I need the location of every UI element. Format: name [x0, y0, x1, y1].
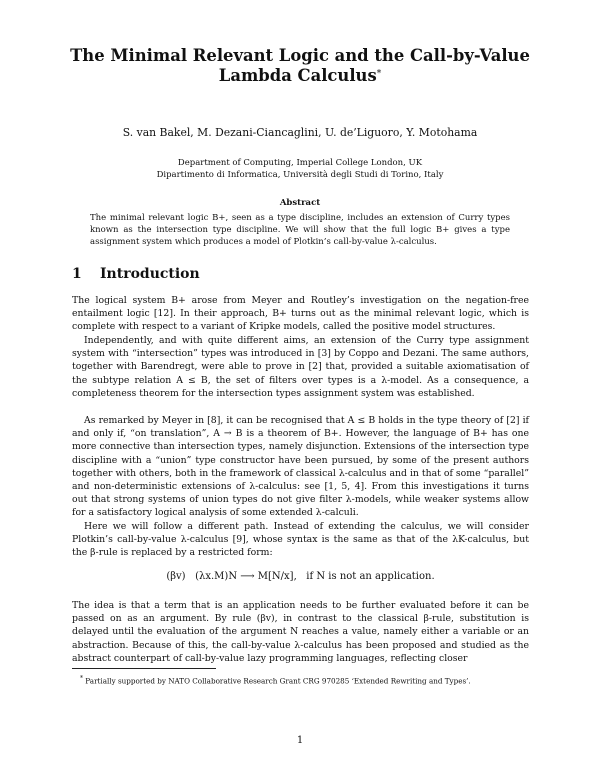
title-footnote-mark: *	[376, 69, 382, 79]
title-line-2-text: Lambda Calculus	[218, 66, 377, 85]
section-title: Introduction	[100, 266, 200, 282]
equation-condition: if N is not an application.	[306, 571, 435, 582]
affiliation-torino: Dipartimento di Informatica, Università degli Studi di Torino, Italy	[156, 170, 444, 180]
title-line-2	[60, 66, 540, 86]
abstract-heading: Abstract	[279, 198, 321, 208]
beta-v-rule-equation	[72, 571, 529, 582]
paragraph-1: The logical system B+ arose from Meyer and Routley’s investigation on the negation-free entailment logic [12]. In their approach, B+ turns out as the minimal relevant logic, which is complete with respect to a variant of Kripke models, called the positive model structures.	[72, 295, 529, 333]
section-heading	[72, 266, 200, 282]
footnote	[80, 674, 471, 686]
footnote-mark: *	[80, 675, 83, 682]
equation-body: (λx.M)N ⟶ M[N/x],	[195, 571, 297, 582]
equation-label: (βv)	[166, 571, 186, 582]
title-line-1: The Minimal Relevant Logic and the Call-by-Value	[70, 46, 530, 65]
paragraph-2: Independently, and with quite different aims, an extension of the Curry type assignment system with “intersection” types was introduced in [3] by Coppo and Dezani. The same authors, together with Barendregt, were able to prove in [2] that, provided a suitable axiomatisation of the subtype relation A ≤ B, the set of filters over types is a λ-model. As a consequence, a completeness theorem for the intersection types assignment system was established.	[72, 335, 529, 399]
paragraph-5: The idea is that a term that is an application needs to be further evaluated before it can be passed on as an argument. By rule (βv), in contrast to the classical β-rule, substitution is delayed until the evaluation of the argument N reaches a value, namely either a variable or an abstraction. Because of this, the call-by-value λ-calculus has been proposed and studied as the abstract counterpart of call-by-value lazy programming languages, reflecting closer	[72, 600, 529, 664]
footnote-text: Partially supported by NATO Collaborative Research Grant CRG 970285 ‘Extended Rewriting and Types’.	[85, 676, 471, 686]
paper-title	[60, 46, 540, 86]
abstract-text: The minimal relevant logic B+, seen as a type discipline, includes an extension of Curry types known as the intersection type discipline. We will show that the full logic B+ gives a type assignment system which produces a model of Plotkin’s call-by-value λ-calculus.	[90, 213, 510, 247]
section-number: 1	[72, 266, 82, 282]
affiliation-imperial: Department of Computing, Imperial College London, UK	[177, 158, 423, 168]
paragraph-3: As remarked by Meyer in [8], it can be recognised that A ≤ B holds in the type theory of [2] if and only if, “on translation”, A → B is a theorem of B+. However, the language of B+ has one more connective than intersection types, namely disjunction. Extensions of the intersection type discipline with a “union” type constructor have been pursued, by some of the present authors together with others, both in the framework of classical λ-calculus and in that of some “parallel” and non-deterministic extensions of λ-calculus: see [1, 5, 4]. From this investigations it turns out that strong systems of union types do not give filter λ-models, while weaker systems allow for a satisfactory logical analysis of some extended λ-calculi.	[72, 415, 529, 519]
footnote-rule	[72, 668, 216, 669]
paragraph-4: Here we will follow a different path. Instead of extending the calculus, we will consider Plotkin’s call-by-value λ-calculus [9], whose syntax is the same as that of the λK-calculus, but the β-rule is replaced by a restricted form:	[72, 521, 529, 559]
author-list: S. van Bakel, M. Dezani-Ciancaglini, U. de’Liguoro, Y. Motohama	[122, 126, 478, 139]
page-number: 1	[296, 735, 304, 746]
